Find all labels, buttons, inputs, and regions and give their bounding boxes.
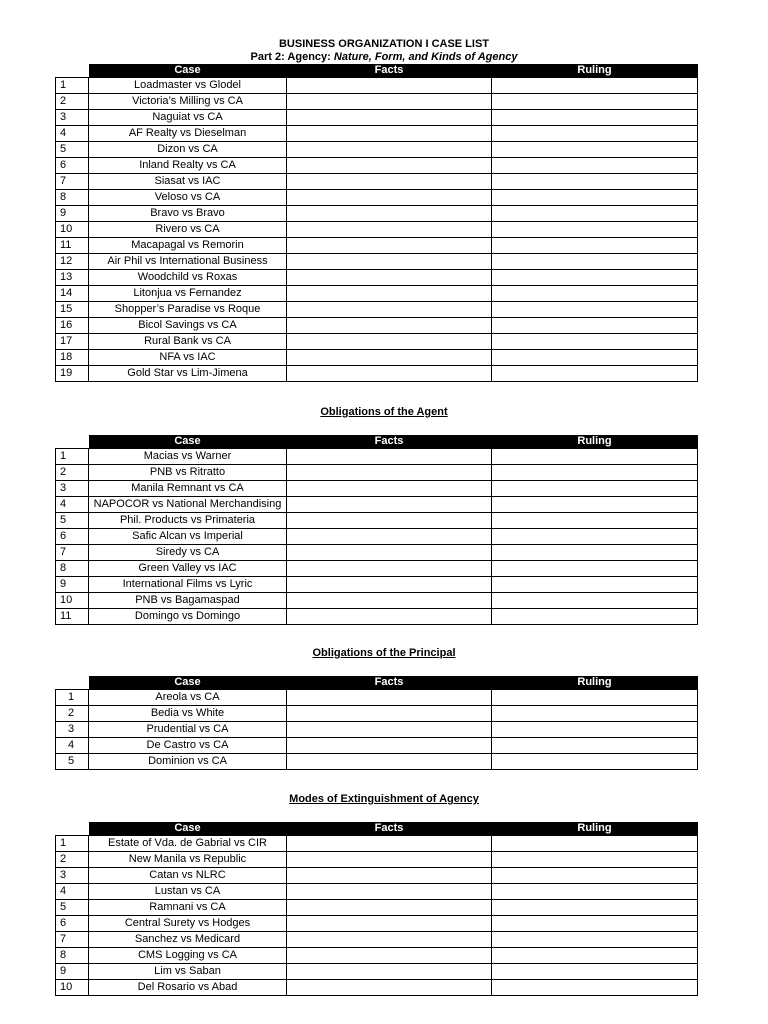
table-row <box>56 465 698 481</box>
facts-cell <box>287 318 492 334</box>
facts-column-header: Facts <box>287 435 492 449</box>
number-column-header <box>56 822 89 836</box>
ruling-cell <box>492 94 698 110</box>
facts-column-header: Facts <box>287 822 492 836</box>
facts-cell <box>287 206 492 222</box>
ruling-cell <box>492 286 698 302</box>
facts-cell <box>287 366 492 382</box>
case-name-cell: Dizon vs CA <box>89 142 287 158</box>
case-name-cell: Bicol Savings vs CA <box>89 318 287 334</box>
ruling-cell <box>492 126 698 142</box>
facts-cell <box>287 174 492 190</box>
table-row <box>56 932 698 948</box>
case-name-cell: Inland Realty vs CA <box>89 158 287 174</box>
table-row <box>56 706 698 722</box>
case-name-cell: Siasat vs IAC <box>89 174 287 190</box>
ruling-cell <box>492 110 698 126</box>
facts-cell <box>287 286 492 302</box>
ruling-cell <box>492 722 698 738</box>
facts-cell <box>287 722 492 738</box>
row-number: 3 <box>56 110 89 126</box>
ruling-cell <box>492 836 698 852</box>
row-number: 1 <box>56 78 89 94</box>
facts-cell <box>287 481 492 497</box>
ruling-cell <box>492 754 698 770</box>
case-column-header: Case <box>89 822 287 836</box>
row-number: 10 <box>56 593 89 609</box>
facts-cell <box>287 948 492 964</box>
table-row <box>56 884 698 900</box>
facts-cell <box>287 78 492 94</box>
case-table-extinguishment <box>55 822 698 996</box>
ruling-column-header: Ruling <box>492 435 698 449</box>
facts-cell <box>287 190 492 206</box>
row-number: 9 <box>56 964 89 980</box>
row-number: 8 <box>56 948 89 964</box>
ruling-cell <box>492 900 698 916</box>
facts-cell <box>287 754 492 770</box>
row-number: 2 <box>56 706 89 722</box>
ruling-cell <box>492 593 698 609</box>
ruling-cell <box>492 980 698 996</box>
case-name-cell: De Castro vs CA <box>89 738 287 754</box>
case-name-cell: PNB vs Bagamaspad <box>89 593 287 609</box>
table-row <box>56 529 698 545</box>
row-number: 7 <box>56 545 89 561</box>
table-row <box>56 302 698 318</box>
row-number: 15 <box>56 302 89 318</box>
case-name-cell: International Films vs Lyric <box>89 577 287 593</box>
table-header-row <box>56 822 698 836</box>
facts-cell <box>287 932 492 948</box>
table-row <box>56 174 698 190</box>
ruling-cell <box>492 174 698 190</box>
row-number: 6 <box>56 916 89 932</box>
table-row <box>56 334 698 350</box>
row-number: 5 <box>56 142 89 158</box>
facts-cell <box>287 561 492 577</box>
row-number: 4 <box>56 738 89 754</box>
case-name-cell: Central Surety vs Hodges <box>89 916 287 932</box>
facts-cell <box>287 529 492 545</box>
case-name-cell: Air Phil vs International Business <box>89 254 287 270</box>
facts-cell <box>287 900 492 916</box>
case-table-agent-obligations <box>55 435 698 625</box>
subtitle-italic: Nature, Form, and Kinds of Agency <box>333 51 518 63</box>
table-row <box>56 481 698 497</box>
ruling-cell <box>492 884 698 900</box>
table-row <box>56 366 698 382</box>
case-name-cell: Macapagal vs Remorin <box>89 238 287 254</box>
number-column-header <box>56 64 89 78</box>
table-row <box>56 868 698 884</box>
table-row <box>56 222 698 238</box>
table-row <box>56 158 698 174</box>
table-row <box>56 722 698 738</box>
case-name-cell: Domingo vs Domingo <box>89 609 287 625</box>
case-name-cell: Victoria’s Milling vs CA <box>89 94 287 110</box>
table-row <box>56 690 698 706</box>
facts-cell <box>287 497 492 513</box>
ruling-cell <box>492 706 698 722</box>
case-column-header: Case <box>89 676 287 690</box>
case-name-cell: Gold Star vs Lim-Jimena <box>89 366 287 382</box>
case-name-cell: Siredy vs CA <box>89 545 287 561</box>
facts-cell <box>287 545 492 561</box>
case-name-cell: Safic Alcan vs Imperial <box>89 529 287 545</box>
case-name-cell: Lim vs Saban <box>89 964 287 980</box>
case-table-nature-form-kinds <box>55 64 698 382</box>
table-row <box>56 561 698 577</box>
ruling-cell <box>492 334 698 350</box>
case-name-cell: Green Valley vs IAC <box>89 561 287 577</box>
case-name-cell: Bravo vs Bravo <box>89 206 287 222</box>
ruling-cell <box>492 302 698 318</box>
table-row <box>56 593 698 609</box>
case-name-cell: Phil. Products vs Primateria <box>89 513 287 529</box>
ruling-column-header: Ruling <box>492 64 698 78</box>
case-name-cell: Rural Bank vs CA <box>89 334 287 350</box>
table-row <box>56 609 698 625</box>
table-row <box>56 286 698 302</box>
row-number: 8 <box>56 561 89 577</box>
table-row <box>56 110 698 126</box>
case-name-cell: Loadmaster vs Glodel <box>89 78 287 94</box>
row-number: 14 <box>56 286 89 302</box>
ruling-cell <box>492 366 698 382</box>
row-number: 4 <box>56 126 89 142</box>
facts-cell <box>287 126 492 142</box>
row-number: 6 <box>56 529 89 545</box>
row-number: 2 <box>56 94 89 110</box>
facts-cell <box>287 980 492 996</box>
ruling-cell <box>492 318 698 334</box>
row-number: 5 <box>56 900 89 916</box>
table-header-row <box>56 435 698 449</box>
row-number: 5 <box>56 513 89 529</box>
ruling-cell <box>492 158 698 174</box>
row-number: 10 <box>56 222 89 238</box>
facts-cell <box>287 465 492 481</box>
row-number: 9 <box>56 206 89 222</box>
ruling-cell <box>492 545 698 561</box>
row-number: 16 <box>56 318 89 334</box>
table-row <box>56 94 698 110</box>
case-name-cell: PNB vs Ritratto <box>89 465 287 481</box>
ruling-cell <box>492 350 698 366</box>
row-number: 11 <box>56 238 89 254</box>
ruling-cell <box>492 964 698 980</box>
case-name-cell: New Manila vs Republic <box>89 852 287 868</box>
facts-cell <box>287 222 492 238</box>
ruling-cell <box>492 932 698 948</box>
row-number: 13 <box>56 270 89 286</box>
case-name-cell: Bedia vs White <box>89 706 287 722</box>
ruling-cell <box>492 481 698 497</box>
facts-column-header: Facts <box>287 676 492 690</box>
ruling-cell <box>492 948 698 964</box>
row-number: 2 <box>56 465 89 481</box>
table-row <box>56 350 698 366</box>
ruling-cell <box>492 690 698 706</box>
case-name-cell: Ramnani vs CA <box>89 900 287 916</box>
facts-cell <box>287 706 492 722</box>
table-header-row <box>56 64 698 78</box>
case-name-cell: Dominion vs CA <box>89 754 287 770</box>
table-row <box>56 513 698 529</box>
table-row <box>56 577 698 593</box>
ruling-cell <box>492 78 698 94</box>
case-name-cell: Estate of Vda. de Gabrial vs CIR <box>89 836 287 852</box>
table-row <box>56 126 698 142</box>
facts-cell <box>287 270 492 286</box>
table-row <box>56 836 698 852</box>
ruling-cell <box>492 497 698 513</box>
case-name-cell: Woodchild vs Roxas <box>89 270 287 286</box>
row-number: 7 <box>56 174 89 190</box>
facts-cell <box>287 884 492 900</box>
facts-cell <box>287 254 492 270</box>
case-table-principal-obligations <box>55 676 698 770</box>
table-row <box>56 738 698 754</box>
row-number: 3 <box>56 481 89 497</box>
ruling-column-header: Ruling <box>492 822 698 836</box>
ruling-cell <box>492 465 698 481</box>
facts-cell <box>287 916 492 932</box>
table-row <box>56 270 698 286</box>
ruling-cell <box>492 449 698 465</box>
row-number: 5 <box>56 754 89 770</box>
ruling-cell <box>492 270 698 286</box>
facts-cell <box>287 609 492 625</box>
ruling-cell <box>492 190 698 206</box>
ruling-cell <box>492 206 698 222</box>
case-name-cell: AF Realty vs Dieselman <box>89 126 287 142</box>
row-number: 3 <box>56 722 89 738</box>
table-row <box>56 852 698 868</box>
row-number: 17 <box>56 334 89 350</box>
table-row <box>56 206 698 222</box>
ruling-cell <box>492 513 698 529</box>
case-name-cell: Shopper’s Paradise vs Roque <box>89 302 287 318</box>
case-name-cell: NFA vs IAC <box>89 350 287 366</box>
case-name-cell: Naguiat vs CA <box>89 110 287 126</box>
ruling-cell <box>492 222 698 238</box>
case-name-cell: Lustan vs CA <box>89 884 287 900</box>
ruling-cell <box>492 254 698 270</box>
ruling-cell <box>492 577 698 593</box>
table-row <box>56 980 698 996</box>
facts-cell <box>287 738 492 754</box>
facts-cell <box>287 964 492 980</box>
table-row <box>56 964 698 980</box>
facts-cell <box>287 334 492 350</box>
facts-cell <box>287 238 492 254</box>
row-number: 4 <box>56 884 89 900</box>
row-number: 19 <box>56 366 89 382</box>
table-row <box>56 78 698 94</box>
row-number: 6 <box>56 158 89 174</box>
facts-cell <box>287 868 492 884</box>
number-column-header <box>56 676 89 690</box>
ruling-cell <box>492 238 698 254</box>
row-number: 11 <box>56 609 89 625</box>
case-name-cell: Prudential vs CA <box>89 722 287 738</box>
subtitle-prefix: Part 2: Agency: <box>250 51 334 63</box>
facts-cell <box>287 350 492 366</box>
facts-cell <box>287 593 492 609</box>
facts-cell <box>287 449 492 465</box>
table-row <box>56 916 698 932</box>
ruling-cell <box>492 738 698 754</box>
ruling-cell <box>492 561 698 577</box>
case-name-cell: Manila Remnant vs CA <box>89 481 287 497</box>
table-row <box>56 900 698 916</box>
table-header-row <box>56 676 698 690</box>
table-row <box>56 497 698 513</box>
table-row <box>56 318 698 334</box>
row-number: 3 <box>56 868 89 884</box>
ruling-cell <box>492 142 698 158</box>
case-name-cell: Litonjua vs Fernandez <box>89 286 287 302</box>
document-subtitle <box>0 51 768 64</box>
facts-cell <box>287 110 492 126</box>
table-row <box>56 449 698 465</box>
section-heading-extinguishment: Modes of Extinguishment of Agency <box>289 793 479 805</box>
facts-cell <box>287 94 492 110</box>
table-row <box>56 754 698 770</box>
row-number: 1 <box>56 449 89 465</box>
ruling-cell <box>492 529 698 545</box>
facts-cell <box>287 142 492 158</box>
ruling-cell <box>492 609 698 625</box>
facts-cell <box>287 690 492 706</box>
ruling-cell <box>492 852 698 868</box>
case-name-cell: Del Rosario vs Abad <box>89 980 287 996</box>
facts-cell <box>287 836 492 852</box>
row-number: 12 <box>56 254 89 270</box>
row-number: 8 <box>56 190 89 206</box>
table-row <box>56 545 698 561</box>
row-number: 2 <box>56 852 89 868</box>
case-column-header: Case <box>89 64 287 78</box>
section-heading-agent-obligations: Obligations of the Agent <box>320 406 448 418</box>
case-column-header: Case <box>89 435 287 449</box>
case-name-cell: Veloso vs CA <box>89 190 287 206</box>
table-row <box>56 190 698 206</box>
row-number: 1 <box>56 690 89 706</box>
table-row <box>56 238 698 254</box>
table-row <box>56 948 698 964</box>
row-number: 9 <box>56 577 89 593</box>
table-row <box>56 254 698 270</box>
ruling-column-header: Ruling <box>492 676 698 690</box>
row-number: 4 <box>56 497 89 513</box>
row-number: 7 <box>56 932 89 948</box>
facts-cell <box>287 852 492 868</box>
case-name-cell: CMS Logging vs CA <box>89 948 287 964</box>
ruling-cell <box>492 916 698 932</box>
facts-column-header: Facts <box>287 64 492 78</box>
document-title: BUSINESS ORGANIZATION I CASE LIST <box>278 38 490 50</box>
facts-cell <box>287 158 492 174</box>
case-name-cell: Sanchez vs Medicard <box>89 932 287 948</box>
row-number: 18 <box>56 350 89 366</box>
case-name-cell: Macias vs Warner <box>89 449 287 465</box>
case-name-cell: Rivero vs CA <box>89 222 287 238</box>
row-number: 1 <box>56 836 89 852</box>
table-row <box>56 142 698 158</box>
case-name-cell: NAPOCOR vs National Merchandising <box>89 497 287 513</box>
ruling-cell <box>492 868 698 884</box>
facts-cell <box>287 302 492 318</box>
case-name-cell: Areola vs CA <box>89 690 287 706</box>
section-heading-principal-obligations: Obligations of the Principal <box>312 647 456 659</box>
case-name-cell: Catan vs NLRC <box>89 868 287 884</box>
facts-cell <box>287 577 492 593</box>
facts-cell <box>287 513 492 529</box>
number-column-header <box>56 435 89 449</box>
row-number: 10 <box>56 980 89 996</box>
